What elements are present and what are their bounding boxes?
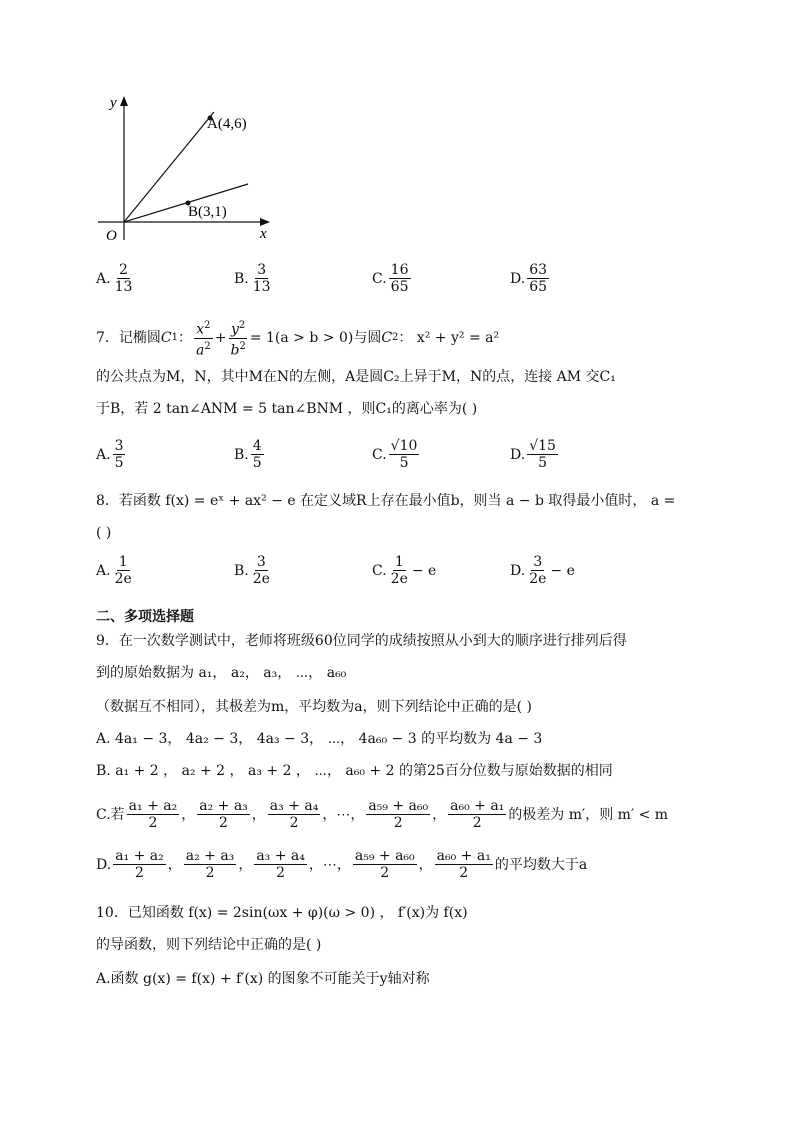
- q7-stem-line1: 7．记椭圆 C 1 ： $\frac{x^2}{a^2}$ + $\frac{y^2}{b^2}$ = 1(a > b > 0) 与圆 C 2 ： x² + y² = a²: [96, 320, 500, 359]
- q7-option-d[interactable]: D. $\frac{√15}{5}$: [510, 438, 556, 471]
- section-heading-multiple-choice: 二、多项选择题: [96, 609, 194, 625]
- y-axis-arrow: [120, 96, 128, 106]
- q8-option-b[interactable]: B. $\frac{3}{2e}$: [234, 554, 270, 587]
- origin-label: O: [106, 228, 117, 244]
- q9-option-a[interactable]: A. 4a₁ − 3， 4a₂ − 3， 4a₃ − 3， ⋯， 4a₆₀ − 3 的平均数为 4a − 3: [96, 731, 543, 747]
- q8-option-c[interactable]: C. $\frac{1}{2e}$ − e: [372, 554, 437, 587]
- q7-stem-line2: 的公共点为M，N，其中M在N的左侧，A是圆C₂上异于M，N的点，连接 AM 交C₁: [96, 369, 616, 385]
- q7-option-a[interactable]: A. $\frac{3}{5}$: [96, 438, 124, 471]
- q10-option-a[interactable]: A.函数 g(x) = f(x) + f′(x) 的图象不可能关于y轴对称: [96, 971, 430, 987]
- q6-option-a[interactable]: A. $\frac{2}{13}$: [96, 262, 133, 295]
- q7-option-c[interactable]: C. $\frac{√10}{5}$: [372, 438, 418, 471]
- q9-stem-line1: 9．在一次数学测试中，老师将班级60位同学的成绩按照从小到大的顺序进行排列后得: [96, 633, 627, 649]
- q9-option-c[interactable]: C.若 $\frac{\text{a₁ + a₂}}{2}$ ， $\frac{\text{a₂ + a₃}}{2}$ ， $\frac{\text{a₃ + a₄}}{2}$ ， ⋯， $\frac{\text{a₅₉ + a₆₀}}{2}$ ， $\frac{\text{a₆₀ + a₁}}{2}$ 的极差为 m′，则 m′ < m: [96, 798, 669, 831]
- coordinate-figure: [90, 92, 290, 248]
- q8-stem-line2: ( ): [96, 525, 112, 541]
- q8-option-a[interactable]: A. $\frac{1}{2e}$: [96, 554, 132, 587]
- q10-stem-line2: 的导函数，则下列结论中正确的是( ): [96, 937, 322, 953]
- point-b-label: B(3,1): [188, 204, 227, 220]
- q7-option-b[interactable]: B. $\frac{4}{5}$: [234, 438, 262, 471]
- q10-stem-line1: 10．已知函数 f(x) = 2sin(ωx + φ)(ω > 0) ， f′(x)为 f(x): [96, 905, 468, 921]
- q7-stem-line3: 于B，若 2 tan∠ANM = 5 tan∠BNM ，则C₁的离心率为( ): [96, 401, 478, 417]
- q6-option-d[interactable]: D. $\frac{63}{65}$: [510, 262, 548, 295]
- q6-option-b[interactable]: B. $\frac{3}{13}$: [234, 262, 271, 295]
- q9-option-b[interactable]: B. a₁ + 2 ， a₂ + 2 ， a₃ + 2 ， ⋯， a₆₀ + 2 的第25百分位数与原始数据的相同: [96, 763, 613, 779]
- q9-option-d[interactable]: D. $\frac{\text{a₁ + a₂}}{2}$ ， $\frac{\text{a₂ + a₃}}{2}$ ， $\frac{\text{a₃ + a₄}}{2}$ ， ⋯， $\frac{\text{a₅₉ + a₆₀}}{2}$ ， $\frac{\text{a₆₀ + a₁}}{2}$ 的平均数大于a: [96, 848, 588, 881]
- q9-stem-line3: （数据互不相同），其极差为m，平均数为a，则下列结论中正确的是( ): [96, 699, 532, 715]
- q8-option-d[interactable]: D. $\frac{3}{2e}$ − e: [510, 554, 575, 587]
- q8-stem-line1: 8．若函数 f(x) = eˣ + ax² − e 在定义域R上存在最小值b，则当 a − b 取得最小值时， a =: [96, 493, 676, 509]
- x-axis-arrow: [260, 218, 270, 226]
- point-a-label: A(4,6): [207, 116, 247, 132]
- x-axis-label: x: [260, 226, 267, 242]
- q9-stem-line2: 到的原始数据为 a₁， a₂， a₃， ⋯， a₆₀: [96, 665, 347, 681]
- y-axis-label: y: [110, 95, 117, 111]
- q6-option-c[interactable]: C. $\frac{16}{65}$: [372, 262, 409, 295]
